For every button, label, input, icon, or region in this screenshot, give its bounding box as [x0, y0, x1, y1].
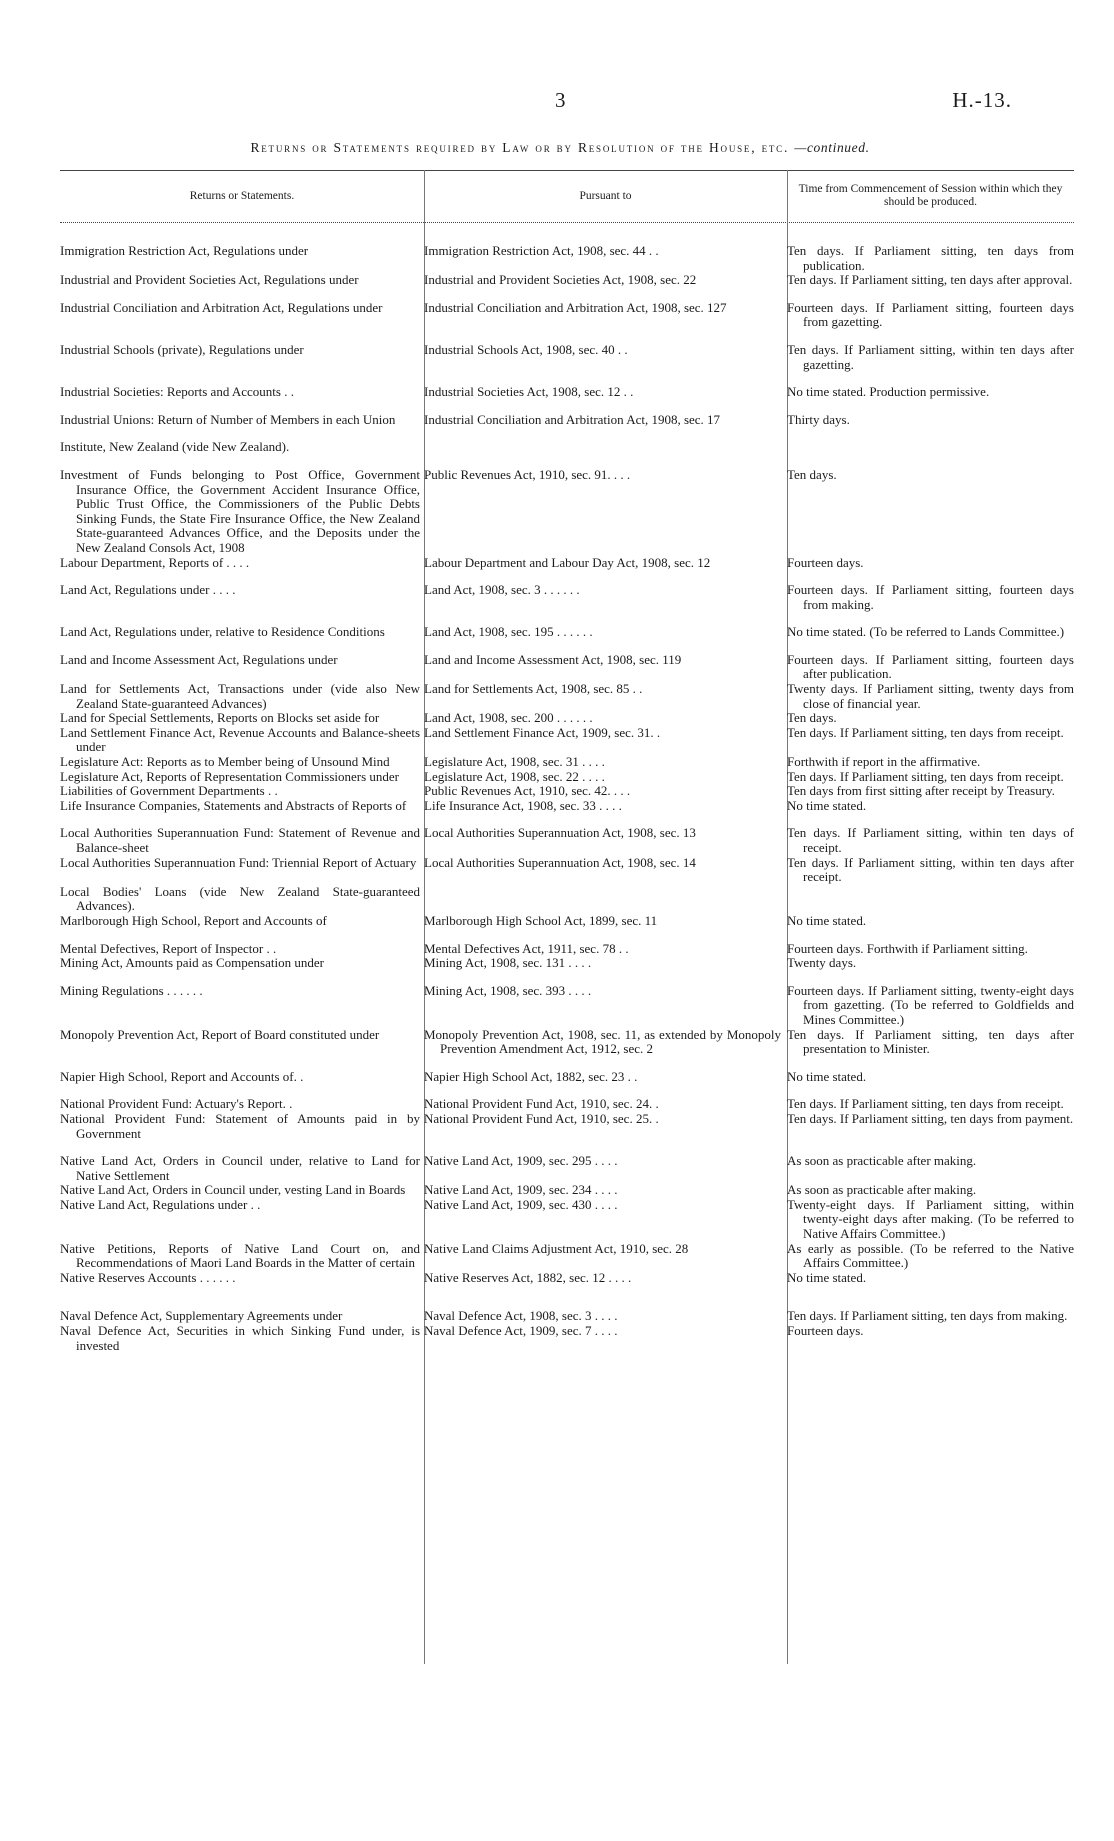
- time-cell: Twenty days.: [787, 955, 857, 971]
- pursuant-cell: Napier High School Act, 1882, sec. 23 . .: [424, 1068, 638, 1084]
- time-cell: Fourteen days. If Parliament sitting, fourteen days from gazetting.: [787, 299, 1074, 330]
- pursuant-cell: Land Settlement Finance Act, 1909, sec. 31. .: [424, 724, 661, 740]
- table-row: [0, 556, 1114, 571]
- time-cell: Ten days.: [787, 710, 837, 726]
- running-title: [60, 140, 1060, 156]
- pursuant-cell: Industrial Schools Act, 1908, sec. 40 . .: [424, 341, 628, 357]
- time-cell: Ten days. If Parliament sitting, ten days after approval.: [787, 272, 1073, 288]
- statement-cell: Legislature Act, Reports of Representation Commissioners under: [60, 768, 400, 784]
- time-cell: Fourteen days. If Parliament sitting, twenty-eight days from gazetting. (To be referred to Goldfields and Mines Committee.): [787, 982, 1074, 1027]
- table-row: [0, 273, 1114, 288]
- time-cell: Ten days.: [787, 466, 837, 482]
- time-cell: Ten days. If Parliament sitting, within ten days after gazetting.: [787, 341, 1074, 372]
- table-row: [0, 1183, 1114, 1198]
- table-row: [0, 885, 1114, 914]
- statement-cell: Land Settlement Finance Act, Revenue Accounts and Balance-sheets under: [60, 724, 420, 755]
- time-cell: No time stated. (To be referred to Lands Committee.): [787, 624, 1065, 640]
- pursuant-cell: Marlborough High School Act, 1899, sec. 11: [424, 912, 658, 928]
- time-cell: No time stated. Production permissive.: [787, 384, 990, 400]
- statement-cell: Industrial Unions: Return of Number of Members in each Union: [60, 411, 396, 427]
- table-row: [0, 799, 1114, 814]
- statement-cell: Industrial and Provident Societies Act, Regulations under: [60, 272, 359, 288]
- table-row: [0, 1028, 1114, 1057]
- time-cell: Fourteen days.: [787, 1323, 864, 1339]
- table-row: [0, 682, 1114, 711]
- pursuant-cell: Local Authorities Superannuation Act, 1908, sec. 14: [424, 854, 696, 870]
- pursuant-cell: Naval Defence Act, 1908, sec. 3 . . . .: [424, 1308, 618, 1324]
- time-cell: Twenty-eight days. If Parliament sitting, within twenty-eight days after making. (To be referred to Native Affairs Committee.): [787, 1196, 1074, 1242]
- document-code: H.-13.: [952, 88, 1012, 112]
- column-header-pursuant: Pursuant to: [579, 189, 632, 202]
- table-row: [0, 625, 1114, 640]
- pursuant-cell: Mining Act, 1908, sec. 131 . . . .: [424, 955, 592, 971]
- pursuant-cell: Immigration Restriction Act, 1908, sec. 44 . .: [424, 243, 659, 258]
- pursuant-cell: Mental Defectives Act, 1911, sec. 78 . .: [424, 940, 629, 956]
- table-row: [0, 1242, 1114, 1271]
- time-cell: Thirty days.: [787, 411, 850, 427]
- running-title-text: Returns or Statements required by Law or by Resolution of the House, etc.: [250, 140, 790, 155]
- statement-cell: Napier High School, Report and Accounts of. .: [60, 1068, 304, 1084]
- time-cell: Fourteen days.: [787, 554, 864, 570]
- pursuant-cell: Land Act, 1908, sec. 3 . . . . . .: [424, 582, 580, 598]
- statement-cell: Land Act, Regulations under, relative to Residence Conditions: [60, 624, 385, 640]
- pursuant-cell: Native Land Act, 1909, sec. 430 . . . .: [424, 1196, 618, 1212]
- table-row: [0, 1198, 1114, 1242]
- time-cell: Ten days. If Parliament sitting, ten days from making.: [787, 1308, 1068, 1324]
- table-row: [0, 301, 1114, 330]
- statement-cell: Life Insurance Companies, Statements and Abstracts of Reports of: [60, 797, 407, 813]
- pursuant-cell: Life Insurance Act, 1908, sec. 33 . . . .: [424, 797, 622, 813]
- table-header-rule: [60, 222, 1074, 223]
- page-number: 3: [555, 88, 566, 112]
- time-cell: Ten days from first sitting after receipt by Treasury.: [787, 783, 1055, 799]
- statement-cell: Industrial Conciliation and Arbitration Act, Regulations under: [60, 299, 383, 315]
- table-body: [0, 244, 1114, 1353]
- statement-cell: Native Land Act, Regulations under . .: [60, 1196, 261, 1212]
- pursuant-cell: Industrial Societies Act, 1908, sec. 12 . .: [424, 384, 634, 400]
- pursuant-cell: Industrial Conciliation and Arbitration Act, 1908, sec. 127: [424, 299, 727, 315]
- statement-cell: Naval Defence Act, Securities in which Sinking Fund under, is invested: [60, 1323, 420, 1353]
- time-cell: Ten days. If Parliament sitting, ten days from receipt.: [787, 768, 1064, 784]
- pursuant-cell: Native Land Act, 1909, sec. 295 . . . .: [424, 1153, 618, 1169]
- time-cell: No time stated.: [787, 1068, 867, 1084]
- statement-cell: Native Land Act, Orders in Council under, relative to Land for Native Settlement: [60, 1153, 420, 1183]
- table-row: [0, 726, 1114, 755]
- statement-cell: Land and Income Assessment Act, Regulations under: [60, 651, 338, 667]
- pursuant-cell: Native Land Act, 1909, sec. 234 . . . .: [424, 1182, 618, 1198]
- table-row: [0, 413, 1114, 428]
- pursuant-cell: Public Revenues Act, 1910, sec. 42. . . .: [424, 783, 631, 799]
- pursuant-cell: Monopoly Prevention Act, 1908, sec. 11, as extended by Monopoly Prevention Amendment Act, 1912, sec. 2: [424, 1026, 781, 1057]
- time-cell: [787, 440, 1074, 455]
- statement-cell: Naval Defence Act, Supplementary Agreements under: [60, 1308, 343, 1324]
- pursuant-cell: Legislature Act, 1908, sec. 31 . . . .: [424, 754, 605, 770]
- time-cell: Ten days. If Parliament sitting, ten days from receipt.: [787, 724, 1064, 740]
- time-cell: As early as possible. (To be referred to the Native Affairs Committee.): [787, 1240, 1074, 1271]
- pursuant-cell: Labour Department and Labour Day Act, 1908, sec. 12: [424, 554, 711, 570]
- time-cell: Twenty days. If Parliament sitting, twenty days from close of financial year.: [787, 681, 1074, 711]
- pursuant-cell: [424, 885, 787, 914]
- table-row: [0, 583, 1114, 612]
- time-cell: Fourteen days. If Parliament sitting, fourteen days from making.: [787, 582, 1074, 612]
- time-cell: Fourteen days. If Parliament sitting, fourteen days after publication.: [787, 651, 1074, 682]
- statement-cell: Local Authorities Superannuation Fund: Triennial Report of Actuary: [60, 854, 417, 870]
- time-cell: Ten days. If Parliament sitting, within ten days after receipt.: [787, 854, 1074, 885]
- table-row: [0, 468, 1114, 556]
- statement-cell: Land Act, Regulations under . . . .: [60, 582, 236, 598]
- pursuant-cell: Public Revenues Act, 1910, sec. 91. . . .: [424, 466, 631, 482]
- pursuant-cell: Land for Settlements Act, 1908, sec. 85 . .: [424, 681, 643, 697]
- table-row: [0, 1309, 1114, 1324]
- running-title-continued: —continued.: [794, 140, 870, 155]
- statement-cell: Mining Act, Amounts paid as Compensation under: [60, 955, 324, 971]
- pursuant-cell: Legislature Act, 1908, sec. 22 . . . .: [424, 768, 605, 784]
- table-row: [0, 770, 1114, 785]
- statement-cell: National Provident Fund: Statement of Amounts paid in by Government: [60, 1110, 420, 1141]
- table-row: [0, 755, 1114, 770]
- time-cell: Ten days. If Parliament sitting, ten days from receipt.: [787, 1096, 1064, 1112]
- statement-cell: Native Petitions, Reports of Native Land Court on, and Recommendations of Maori Land Boards in the Matter of certain: [60, 1240, 420, 1271]
- table-row: [0, 711, 1114, 726]
- pursuant-cell: Land Act, 1908, sec. 200 . . . . . .: [424, 710, 593, 726]
- statement-cell: Native Land Act, Orders in Council under, vesting Land in Boards: [60, 1182, 406, 1198]
- table-row: [0, 826, 1114, 855]
- time-cell: No time stated.: [787, 912, 867, 928]
- time-cell: Forthwith if report in the affirmative.: [787, 754, 981, 770]
- pursuant-cell: Land and Income Assessment Act, 1908, sec. 119: [424, 651, 682, 667]
- time-cell: Ten days. If Parliament sitting, ten days from publication.: [787, 243, 1074, 273]
- pursuant-cell: Industrial Conciliation and Arbitration Act, 1908, sec. 17: [424, 411, 721, 427]
- statement-cell: Marlborough High School, Report and Accounts of: [60, 912, 327, 928]
- pursuant-cell: Mining Act, 1908, sec. 393 . . . .: [424, 982, 592, 998]
- statement-cell: Investment of Funds belonging to Post Office, Government Insurance Office, the Government Accident Insurance Office, Public Trust Office, the Commissioners of the Public Debts Sinking Funds, the State Fire Insurance Office, the New Zealand State-guaranteed Advances Office, and the Deposits under the New Zealand Consols Act, 1908: [60, 466, 420, 555]
- page-header: [0, 88, 1114, 118]
- table-row: [0, 856, 1114, 885]
- table-row: [0, 385, 1114, 400]
- pursuant-cell: National Provident Fund Act, 1910, sec. 24. .: [424, 1096, 659, 1112]
- table-row: [0, 942, 1114, 957]
- time-cell: As soon as practicable after making.: [787, 1182, 977, 1198]
- time-cell: As soon as practicable after making.: [787, 1153, 977, 1169]
- statement-cell: Industrial Societies: Reports and Accounts . .: [60, 384, 294, 400]
- time-cell: Ten days. If Parliament sitting, within ten days of receipt.: [787, 825, 1074, 855]
- statement-cell: National Provident Fund: Actuary's Report. .: [60, 1096, 293, 1112]
- pursuant-cell: [424, 440, 787, 455]
- pursuant-cell: Native Land Claims Adjustment Act, 1910, sec. 28: [424, 1240, 689, 1256]
- statement-cell: Mining Regulations . . . . . .: [60, 982, 203, 998]
- pursuant-cell: Naval Defence Act, 1909, sec. 7 . . . .: [424, 1323, 618, 1339]
- statement-cell: Land for Special Settlements, Reports on Blocks set aside for: [60, 710, 380, 726]
- statement-cell: Local Bodies' Loans (vide New Zealand State-guaranteed Advances).: [60, 883, 420, 914]
- statement-cell: Monopoly Prevention Act, Report of Board constituted under: [60, 1026, 380, 1042]
- statement-cell: Industrial Schools (private), Regulations under: [60, 341, 304, 357]
- table-row: [0, 1271, 1114, 1286]
- pursuant-cell: Land Act, 1908, sec. 195 . . . . . .: [424, 624, 593, 640]
- table-row: [0, 1324, 1114, 1353]
- column-header-statements: Returns or Statements.: [189, 189, 295, 202]
- time-cell: Ten days. If Parliament sitting, ten days after presentation to Minister.: [787, 1026, 1074, 1057]
- time-cell: Fourteen days. Forthwith if Parliament sitting.: [787, 940, 1028, 956]
- table-row: [0, 784, 1114, 799]
- statement-cell: Labour Department, Reports of . . . .: [60, 554, 250, 570]
- statement-cell: Immigration Restriction Act, Regulations under: [60, 243, 309, 258]
- table-row: [0, 1070, 1114, 1085]
- statement-cell: Land for Settlements Act, Transactions under (vide also New Zealand State-guaranteed Advances): [60, 681, 420, 711]
- table-row: [0, 653, 1114, 682]
- pursuant-cell: Industrial and Provident Societies Act, 1908, sec. 22: [424, 272, 697, 288]
- time-cell: No time stated.: [787, 1269, 867, 1285]
- table-row: [0, 440, 1114, 455]
- column-header-time: Time from Commencement of Session within which they should be produced.: [798, 183, 1063, 208]
- table-row: [0, 914, 1114, 929]
- statement-cell: Local Authorities Superannuation Fund: Statement of Revenue and Balance-sheet: [60, 825, 420, 855]
- pursuant-cell: National Provident Fund Act, 1910, sec. 25. .: [424, 1110, 659, 1126]
- table-row: [0, 956, 1114, 971]
- statement-cell: Liabilities of Government Departments . .: [60, 783, 278, 799]
- statement-cell: Native Reserves Accounts . . . . . .: [60, 1269, 236, 1285]
- table-row: [0, 343, 1114, 372]
- pursuant-cell: Local Authorities Superannuation Act, 1908, sec. 13: [424, 825, 696, 841]
- time-cell: No time stated.: [787, 797, 867, 813]
- table-row: [0, 1154, 1114, 1183]
- statement-cell: Mental Defectives, Report of Inspector . .: [60, 940, 277, 956]
- table-row: [0, 1097, 1114, 1112]
- time-cell: Ten days. If Parliament sitting, ten days from payment.: [787, 1110, 1074, 1126]
- table-row: [0, 244, 1114, 273]
- statement-cell: Legislature Act: Reports as to Member being of Unsound Mind: [60, 754, 390, 770]
- statement-cell: Institute, New Zealand (vide New Zealand).: [60, 439, 290, 455]
- table-row: [0, 984, 1114, 1028]
- time-cell: [787, 885, 1074, 914]
- table-row: [0, 1112, 1114, 1141]
- pursuant-cell: Native Reserves Act, 1882, sec. 12 . . . .: [424, 1269, 632, 1285]
